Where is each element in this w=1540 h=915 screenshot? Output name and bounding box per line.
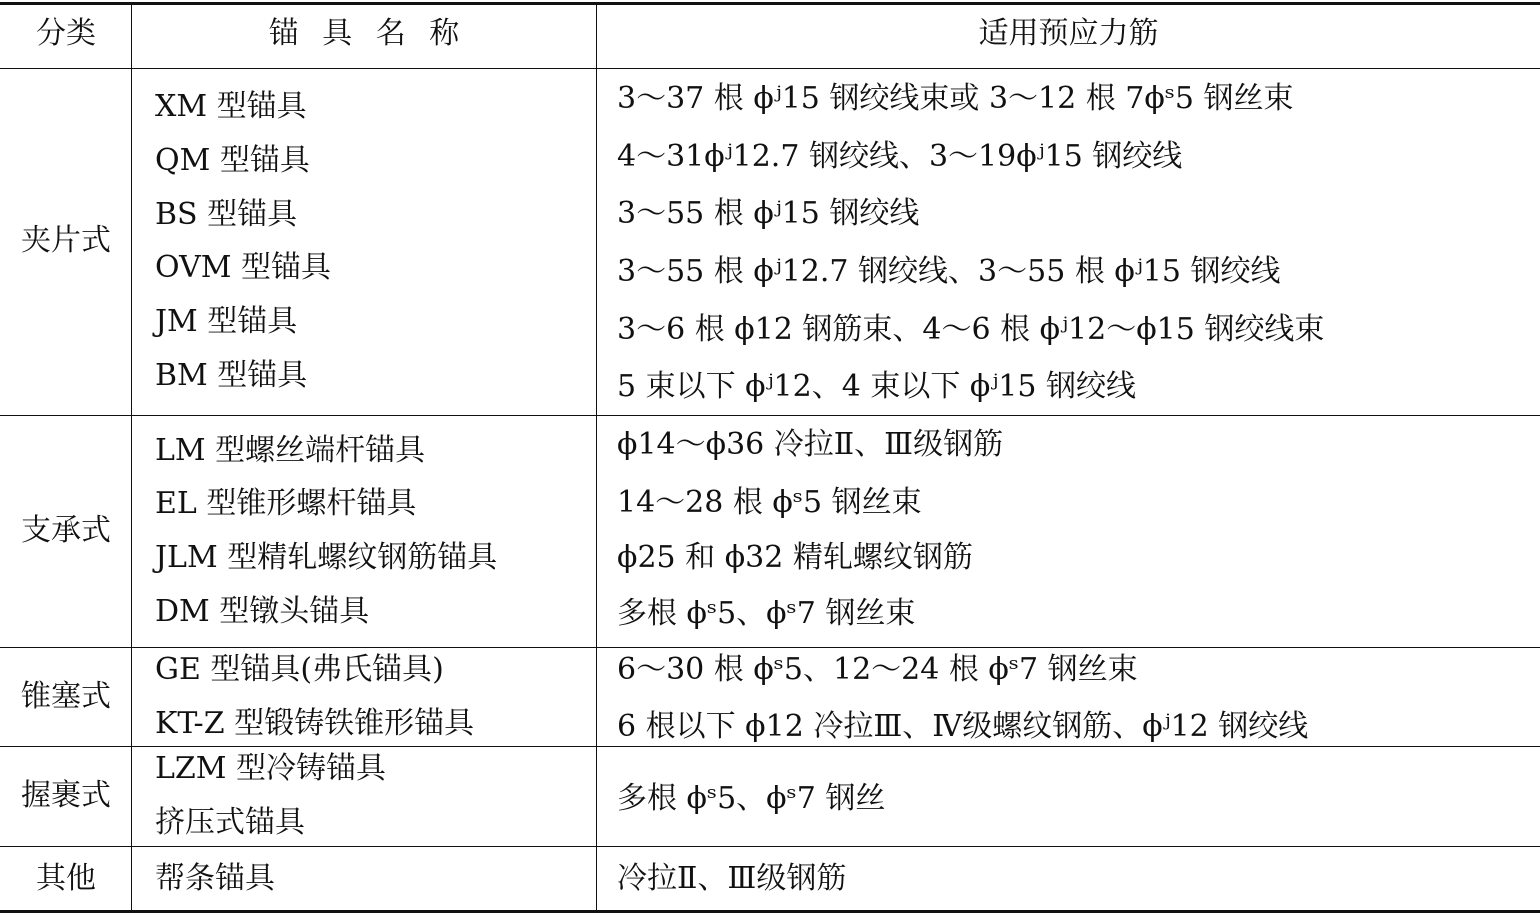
tendon-cell: 3～55 根 ϕʲ12.7 钢绞线、3～55 根 ϕʲ15 钢绞线: [617, 254, 1281, 289]
anchor-name: EL 型锥形螺杆锚具: [155, 486, 417, 521]
category-cell: 支承式: [21, 513, 111, 548]
tendon-cell: 4～31ϕʲ12.7 钢绞线、3～19ϕʲ15 钢绞线: [617, 139, 1183, 174]
tendon-cell: 3～6 根 ϕ12 钢筋束、4～6 根 ϕʲ12～ϕ15 钢绞线束: [617, 312, 1325, 347]
group-rule: [0, 647, 1540, 648]
anchor-name: XM 型锚具: [155, 89, 307, 124]
anchor-name: QM 型锚具: [155, 143, 310, 178]
anchor-name: LZM 型冷铸锚具: [155, 751, 387, 786]
tendon-cell: 5 束以下 ϕʲ12、4 束以下 ϕʲ15 钢绞线: [617, 369, 1136, 404]
anchor-name: JM 型锚具: [155, 304, 298, 339]
column-divider: [131, 2, 132, 913]
header-anchor-name: 锚 具 名 称: [268, 16, 460, 51]
anchor-name: KT-Z 型锻铸铁锥形锚具: [155, 706, 475, 741]
anchor-name: BS 型锚具: [155, 197, 298, 232]
tendon-cell: 3～37 根 ϕʲ15 钢绞线束或 3～12 根 7ϕˢ5 钢丝束: [617, 81, 1294, 116]
category-cell: 其他: [36, 861, 96, 896]
anchor-name: GE 型锚具(弗氏锚具): [155, 652, 444, 687]
header-category: 分类: [36, 16, 96, 51]
header-tendon: 适用预应力筋: [978, 16, 1159, 51]
group-rule: [0, 846, 1540, 847]
tendon-cell: 3～55 根 ϕʲ15 钢绞线: [617, 196, 920, 231]
category-cell: 锥塞式: [21, 679, 111, 714]
tendon-cell: 多根 ϕˢ5、ϕˢ7 钢丝束: [617, 596, 916, 631]
anchor-name: BM 型锚具: [155, 358, 308, 393]
tendon-cell: ϕ25 和 ϕ32 精轧螺纹钢筋: [617, 540, 973, 575]
table-top-rule: [0, 2, 1540, 5]
tendon-cell: 多根 ϕˢ5、ϕˢ7 钢丝: [617, 781, 886, 816]
tendon-cell: ϕ14～ϕ36 冷拉Ⅱ、Ⅲ级钢筋: [617, 427, 1004, 462]
anchor-name: LM 型螺丝端杆锚具: [155, 433, 426, 468]
anchor-name: JLM 型精轧螺纹钢筋锚具: [155, 540, 498, 575]
tendon-cell: 14～28 根 ϕˢ5 钢丝束: [617, 485, 922, 520]
tendon-cell: 6～30 根 ϕˢ5、12～24 根 ϕˢ7 钢丝束: [617, 652, 1138, 687]
tendon-cell: 冷拉Ⅱ、Ⅲ级钢筋: [617, 861, 847, 896]
tendon-cell: 6 根以下 ϕ12 冷拉Ⅲ、Ⅳ级螺纹钢筋、ϕʲ12 钢绞线: [617, 709, 1309, 744]
column-divider: [596, 2, 597, 913]
anchor-name: DM 型镦头锚具: [155, 594, 370, 629]
anchor-name: OVM 型锚具: [155, 250, 331, 285]
category-cell: 握裹式: [21, 778, 111, 813]
anchor-name: 挤压式锚具: [155, 805, 305, 840]
table-bottom-rule: [0, 910, 1540, 913]
category-cell: 夹片式: [21, 223, 111, 258]
header-rule: [0, 68, 1540, 69]
group-rule: [0, 415, 1540, 416]
anchor-name: 帮条锚具: [155, 861, 275, 896]
group-rule: [0, 746, 1540, 747]
